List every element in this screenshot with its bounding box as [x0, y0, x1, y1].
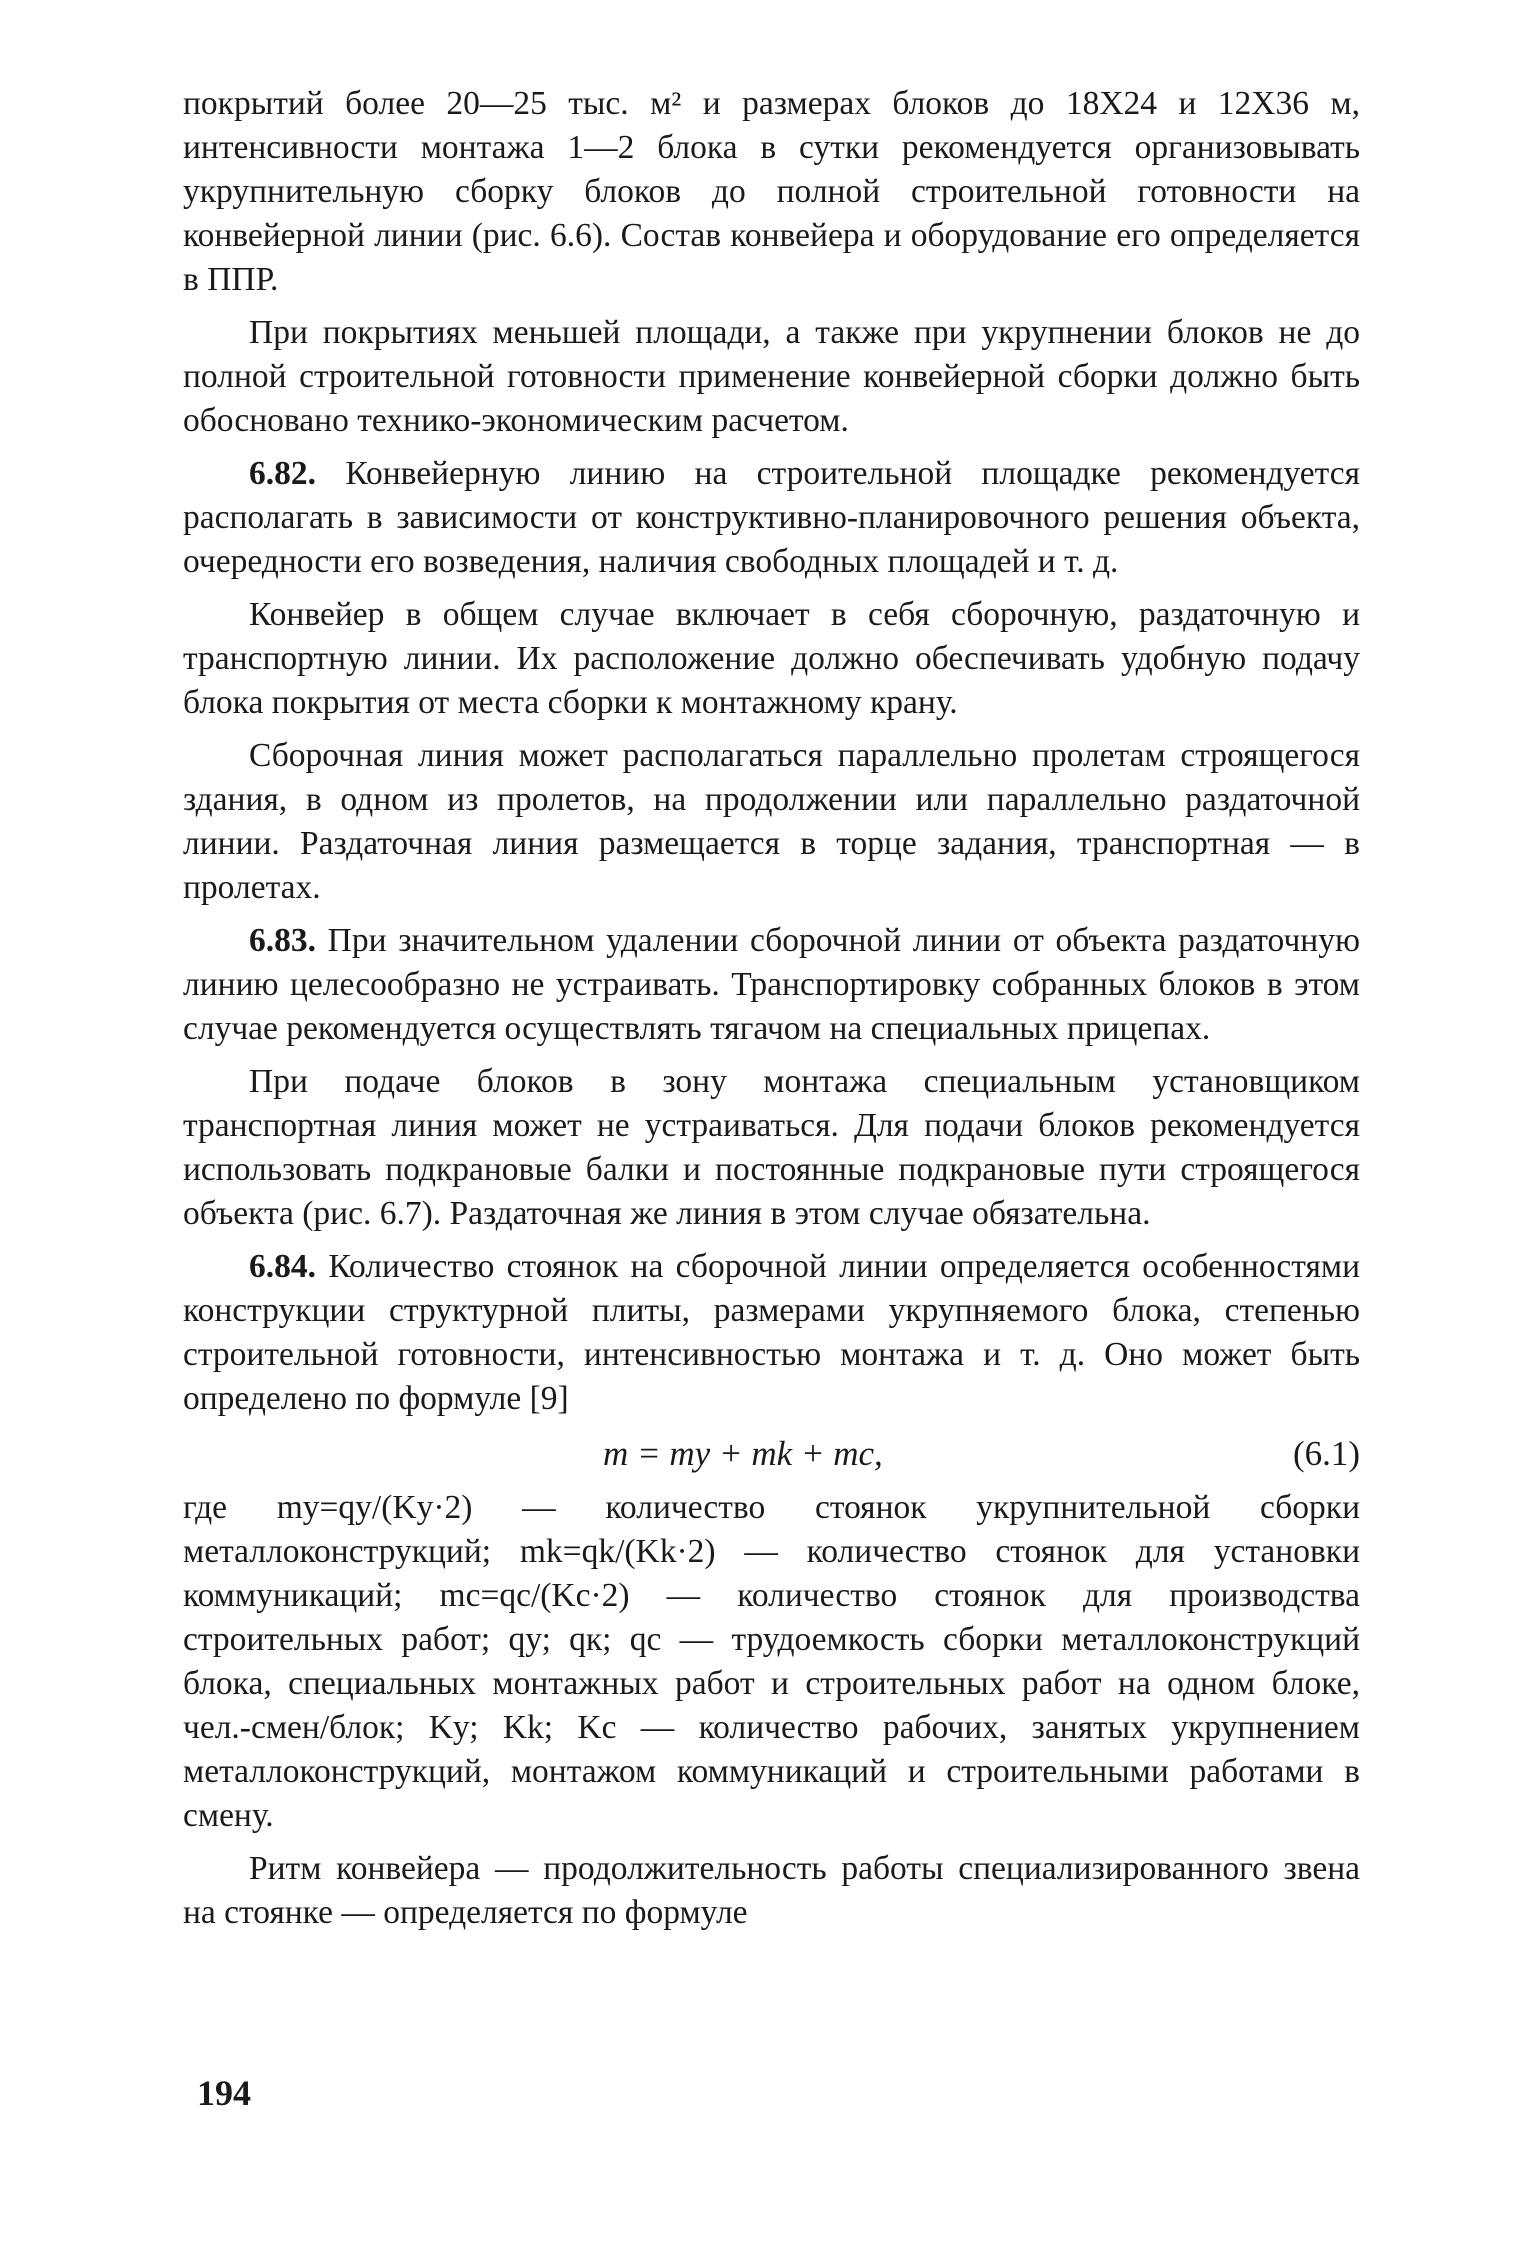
paragraph — [183, 82, 1360, 302]
paragraph-text: покрытий более 20—25 тыс. м² и размерах блоков до 18X24 и 12X36 м, интенсивности монтажа 1—2 блока в сутки рекомендуется организовывать укрупнительную сборку блоков до полной строительной готовности на конвейерной линии (рис. 6.6). Состав конвейера и оборудование его определяется в ППР. — [183, 85, 1360, 298]
paragraph-text: При значительном удалении сборочной линии от объекта раздаточную линию целесообразно не устраивать. Транспортировку собранных блоков в этом случае рекомендуется осуществлять тягачом на специальных прицепах. — [183, 922, 1360, 1047]
paragraph — [183, 919, 1360, 1051]
paragraph-text: При покрытиях меньшей площади, а также при укрупнении блоков не до полной строительной готовности применение конвейерной сборки должно быть обосновано технико-экономическим расчетом. — [183, 314, 1360, 439]
formula-expression: m = mу + mk + mc, — [603, 1434, 883, 1473]
paragraph — [183, 1060, 1360, 1236]
paragraph-text: Ритм конвейера — продолжительность работы специализированного звена на стоянке — определяется по формуле — [183, 1850, 1360, 1931]
section-number: 6.83. — [249, 922, 316, 959]
formula-number: (6.1) — [1292, 1434, 1360, 1473]
paragraph — [183, 1245, 1360, 1421]
paragraph-text: Сборочная линия может располагаться параллельно пролетам строящегося здания, в одном из пролетов, на продолжении или параллельно раздаточной линии. Раздаточная линия размещается в торце задания, транспортная — в пролетах. — [183, 737, 1360, 906]
paragraph-text: Конвейерную линию на строительной площадке рекомендуется располагать в зависимости от конструктивно-планировочного решения объекта, очередности его возведения, наличия свободных площадей и т. д. — [183, 455, 1360, 580]
section-number: 6.84. — [249, 1248, 316, 1285]
section-number: 6.82. — [249, 455, 316, 492]
paragraph — [183, 1847, 1360, 1935]
paragraph — [183, 311, 1360, 443]
paragraph — [183, 452, 1360, 584]
paragraph-text: где mу=qу/(Kу·2) — количество стоянок укрупнительной сборки металлоконструкций; mk=qk/(Kk·2) — количество стоянок для установки коммуникаций; mc=qc/(Kc·2) — количество стоянок для производства строительных работ; qу; qк; qc — трудоемкость сборки металлоконструкций блока, специальных монтажных работ и строительных работ на одном блоке, чел.-смен/блок; Kу; Kk; Kc — количество рабочих, занятых укрупнением металлоконструкций, монтажом коммуникаций и строительными работами в смену. — [183, 1489, 1360, 1834]
page-number: 194 — [197, 2073, 251, 2113]
formula-6-1 — [183, 1430, 1360, 1482]
paragraph-text: Конвейер в общем случае включает в себя сборочную, раздаточную и транспортную линии. Их расположение должно обеспечивать удобную подачу блока покрытия от места сборки к монтажному крану. — [183, 596, 1360, 721]
paragraph — [183, 593, 1360, 725]
paragraph — [183, 1486, 1360, 1838]
body-text — [183, 82, 1360, 1935]
paragraph-text: При подаче блоков в зону монтажа специальным установщиком транспортная линия может не устраиваться. Для подачи блоков рекомендуется использовать подкрановые балки и постоянные подкрановые пути строящегося объекта (рис. 6.7). Раздаточная же линия в этом случае обязательна. — [183, 1063, 1360, 1232]
paragraph — [183, 734, 1360, 910]
paragraph-text: Количество стоянок на сборочной линии определяется особенностями конструкции структурной плиты, размерами укрупняемого блока, степенью строительной готовности, интенсивностью монтажа и т. д. Оно может быть определено по формуле [9] — [183, 1248, 1361, 1417]
